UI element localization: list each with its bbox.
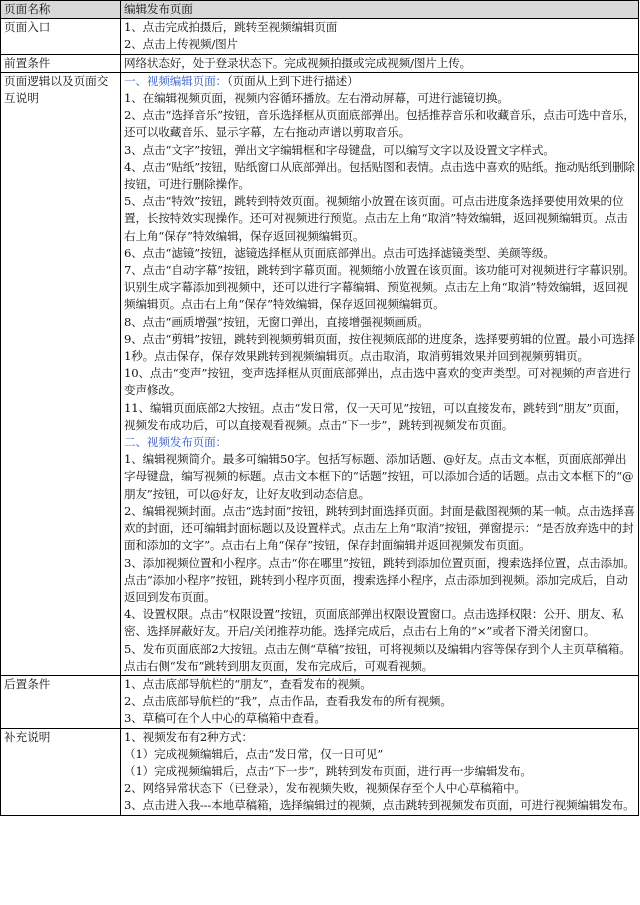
section1-note: （页面从上到下进行描述） xyxy=(227,73,359,88)
postcondition-line: 1、点击底部导航栏的“朋友”，查看发布的视频。 xyxy=(124,676,372,691)
logic-item: 1、在编辑视频页面，视频内容循环播放。左右滑动屏幕，可进行滤镜切换。 xyxy=(124,91,509,106)
postcondition-line: 3、草稿可在个人中心的草稿箱中查看。 xyxy=(124,711,326,726)
notes-line: （1）完成视频编辑后，点击“发日常，仅一日可见” xyxy=(124,746,384,761)
postcondition-line: 2、点击底部导航栏的“我”，点击作品，查看我发布的所有视频。 xyxy=(124,694,452,709)
logic-item: 9、点击“剪辑”按钮，跳转到视频剪辑页面，按住视频底部的进度条，选择要剪辑的位置。最小可选择1秒。点击保存，保存效果跳转到视频编辑页。点击取消，取消剪辑效果并回到视频剪辑页。 xyxy=(124,331,635,364)
logic-item: 4、点击“贴纸”按钮，贴纸窗口从底部弹出。包括贴图和表情。点击选中喜欢的贴纸。拖动贴纸到删除按钮，可进行删除操作。 xyxy=(124,159,635,192)
logic-item: 2、点击“选择音乐”按钮，音乐选择框从页面底部弹出。包括推荐音乐和收藏音乐，点击可选中音乐，还可以收藏音乐、显示字幕，左右拖动声谱以剪取音乐。 xyxy=(124,108,635,140)
logic-item: 3、点击“文字”按钮，弹出文字编辑框和字母键盘，可以编写文字以及设置文字样式。 xyxy=(124,142,555,157)
precondition-value: 网络状态好，处于登录状态下。完成视频拍摄或完成视频/图片上传。 xyxy=(121,54,639,72)
logic-value xyxy=(121,72,639,675)
entry-row xyxy=(1,19,639,54)
notes-line: 2、网络异常状态下（已登录），发布视频失败，视频保存至个人中心草稿箱中。 xyxy=(124,781,526,796)
section1-title: 一、视频编辑页面： xyxy=(124,73,227,88)
header-row xyxy=(1,1,639,19)
logic-item: 6、点击“滤镜”按钮，滤镜选择框从页面底部弹出。点击可选择滤镜类型、美颜等级。 xyxy=(124,245,555,260)
page-name-value: 编辑发布页面 xyxy=(121,1,639,19)
postcondition-value xyxy=(121,675,639,728)
postcondition-row xyxy=(1,675,639,728)
notes-line: 3、点击进入我---本地草稿箱，选择编辑过的视频，点击跳转到视频发布页面，可进行视频编辑发布。 xyxy=(124,798,635,813)
logic-item: 2、编辑视频封面。点击“选封面”按钮，跳转到封面选择页面。封面是截图视频的某一帧。点击选择喜欢的封面，还可编辑封面标题以及设置样式。点击左上角“取消”按钮，弹窗提示：“是否放弃选中的封面和添加的文字”。点击右上角“保存”按钮，保存封面编辑并返回视频发布页面。 xyxy=(124,503,635,553)
logic-item: 5、发布页面底部2大按钮。点击左侧“草稿”按钮，可将视频以及编辑内容等保存到个人主页草稿箱。点击右侧“发布”跳转到朋友页面，发布完成后，可观看视频。 xyxy=(124,641,631,673)
logic-label: 页面逻辑以及页面交互说明 xyxy=(1,72,121,675)
header-label: 页面名称 xyxy=(1,1,121,19)
logic-item: 11、编辑页面底部2大按钮。点击“发日常，仅一天可见”按钮，可以直接发布，跳转到“朋友”页面，视频发布成功后，可以直接观看视频。点击“下一步”，跳转到视频发布页面。 xyxy=(124,400,627,432)
precondition-label: 前置条件 xyxy=(1,54,121,72)
postcondition-label: 后置条件 xyxy=(1,675,121,728)
notes-value xyxy=(121,728,639,815)
logic-item: 7、点击“自动字幕”按钮，跳转到字幕页面。视频缩小放置在该页面。该功能可对视频进行字幕识别。识别生成字幕添加到视频中，还可以进行字幕编辑、预览视频。点击左上角“取消”特效编辑，返回视频编辑页。点击右上角“保存”特效编辑，保存返回视频编辑页。 xyxy=(124,263,635,312)
logic-item: 8、点击“画质增强”按钮，无窗口弹出，直接增强视频画质。 xyxy=(124,314,429,329)
entry-label: 页面入口 xyxy=(1,19,121,54)
section-heading xyxy=(124,73,636,90)
entry-line: 1、点击完成拍摄后，跳转至视频编辑页面 xyxy=(124,20,338,35)
precondition-row xyxy=(1,54,639,72)
notes-line: 1、视频发布有2种方式： xyxy=(124,729,253,744)
notes-row xyxy=(1,728,639,815)
entry-value xyxy=(121,19,639,54)
logic-item: 4、设置权限。点击“权限设置”按钮，页面底部弹出权限设置窗口。点击选择权限：公开、朋友、私密、选择屏蔽好友。开启/关闭推荐功能。选择完成后，点击右上角的“×”或者下滑关闭窗口。 xyxy=(124,607,624,639)
notes-label: 补充说明 xyxy=(1,728,121,815)
logic-item: 5、点击“特效”按钮，跳转到特效页面。视频缩小放置在该页面。可点击进度条选择要使用效果的位置，长按特效实现操作。还可对视频进行预览。点击左上角“取消”特效编辑，返回视频编辑页。点击右上角“保存”特效编辑，保存返回视频编辑页。 xyxy=(124,194,628,243)
logic-item: 3、添加视频位置和小程序。点击“你在哪里”按钮，跳转到添加位置页面，搜索选择位置，点击添加。点击“添加小程序”按钮，跳转到小程序页面，搜索选择小程序，点击添加到视频。添加完成后，自动返回到发布页面。 xyxy=(124,555,635,604)
section2-title: 二、视频发布页面： xyxy=(124,435,227,450)
entry-line: 2、点击上传视频/图片 xyxy=(124,37,238,52)
logic-row xyxy=(1,72,639,675)
logic-item: 1、编辑视频简介。最多可编辑50字。包括写标题、添加话题、@好友。点击文本框，页面底部弹出字母键盘，编写视频的标题。点击文本框下的“话题”按钮，可以添加合适的话题。点击文本框下的“@朋友”按钮，可以@好友，让好友收到动态信息。 xyxy=(124,452,634,501)
logic-item: 10、点击“变声”按钮，变声选择框从页面底部弹出，点击选中喜欢的变声类型。可对视频的声音进行变声修改。 xyxy=(124,366,631,398)
notes-line: （1）完成视频编辑后，点击“下一步”，跳转到发布页面，进行再一步编辑发布。 xyxy=(124,763,532,778)
